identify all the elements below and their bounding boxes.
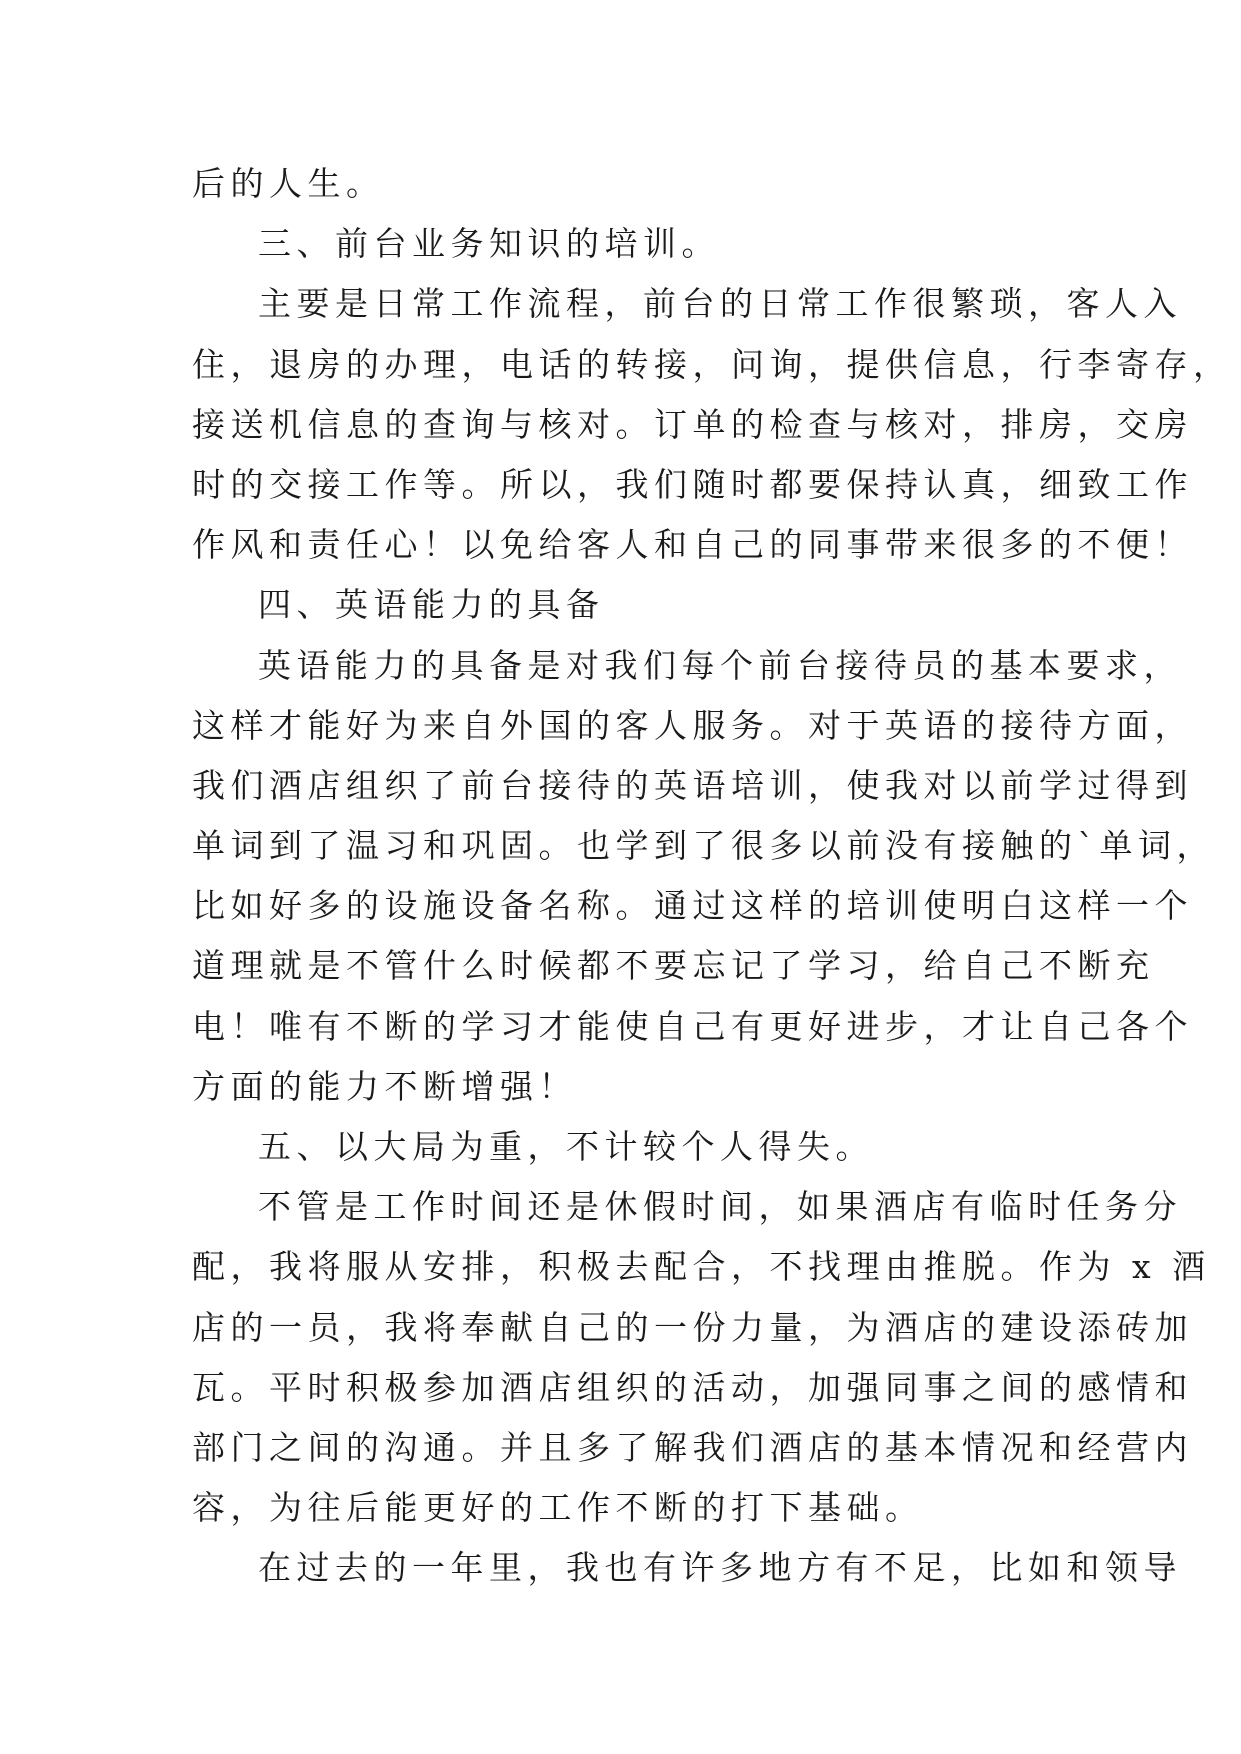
text-line: 我们酒店组织了前台接待的英语培训，使我对以前学过得到 bbox=[192, 765, 1193, 805]
text-line: 部门之间的沟通。并且多了解我们酒店的基本情况和经营内 bbox=[192, 1427, 1193, 1467]
text-line: 不管是工作时间还是休假时间，如果酒店有临时任务分 bbox=[258, 1187, 1182, 1227]
text-line: 接送机信息的查询与核对。订单的检查与核对，排房，交房 bbox=[192, 404, 1193, 444]
text-line: 电！唯有不断的学习才能使自己有更好进步，才让自己各个 bbox=[192, 1006, 1193, 1046]
text-line: 作风和责任心！以免给客人和自己的同事带来很多的不便！ bbox=[192, 525, 1193, 565]
text-line: 这样才能好为来自外国的客人服务。对于英语的接待方面， bbox=[192, 705, 1193, 745]
text-line: 店的一员，我将奉献自己的一份力量，为酒店的建设添砖加 bbox=[192, 1307, 1193, 1347]
text-line: 容，为往后能更好的工作不断的打下基础。 bbox=[192, 1488, 924, 1528]
text-line: 英语能力的具备是对我们每个前台接待员的基本要求， bbox=[258, 645, 1182, 685]
text-line: 主要是日常工作流程，前台的日常工作很繁琐，客人入 bbox=[258, 284, 1182, 324]
text-line: 后的人生。 bbox=[192, 164, 385, 203]
section-heading-5: 五、以大局为重，不计较个人得失。 bbox=[258, 1127, 874, 1166]
text-line: 住，退房的办理，电话的转接，问询，提供信息，行李寄存， bbox=[192, 344, 1232, 384]
section-heading-3: 三、前台业务知识的培训。 bbox=[258, 224, 720, 264]
text-line: 单词到了温习和巩固。也学到了很多以前没有接触的`单词， bbox=[192, 826, 1215, 866]
section-heading-4: 四、英语能力的具备 bbox=[258, 585, 605, 625]
text-line: 比如好多的设施设备名称。通过这样的培训使明白这样一个 bbox=[192, 886, 1193, 926]
text-line: 时的交接工作等。所以，我们随时都要保持认真，细致工作 bbox=[192, 464, 1193, 504]
text-line: 方面的能力不断增强！ bbox=[192, 1066, 577, 1106]
text-line: 瓦。平时积极参加酒店组织的活动，加强同事之间的感情和 bbox=[192, 1367, 1193, 1407]
text-line: 在过去的一年里，我也有许多地方有不足，比如和领导 bbox=[258, 1548, 1182, 1588]
text-line: 道理就是不管什么时候都不要忘记了学习，给自己不断充 bbox=[192, 946, 1155, 986]
text-line: 配，我将服从安排，积极去配合，不找理由推脱。作为 x 酒 bbox=[192, 1247, 1211, 1287]
document-body bbox=[192, 154, 1232, 1599]
